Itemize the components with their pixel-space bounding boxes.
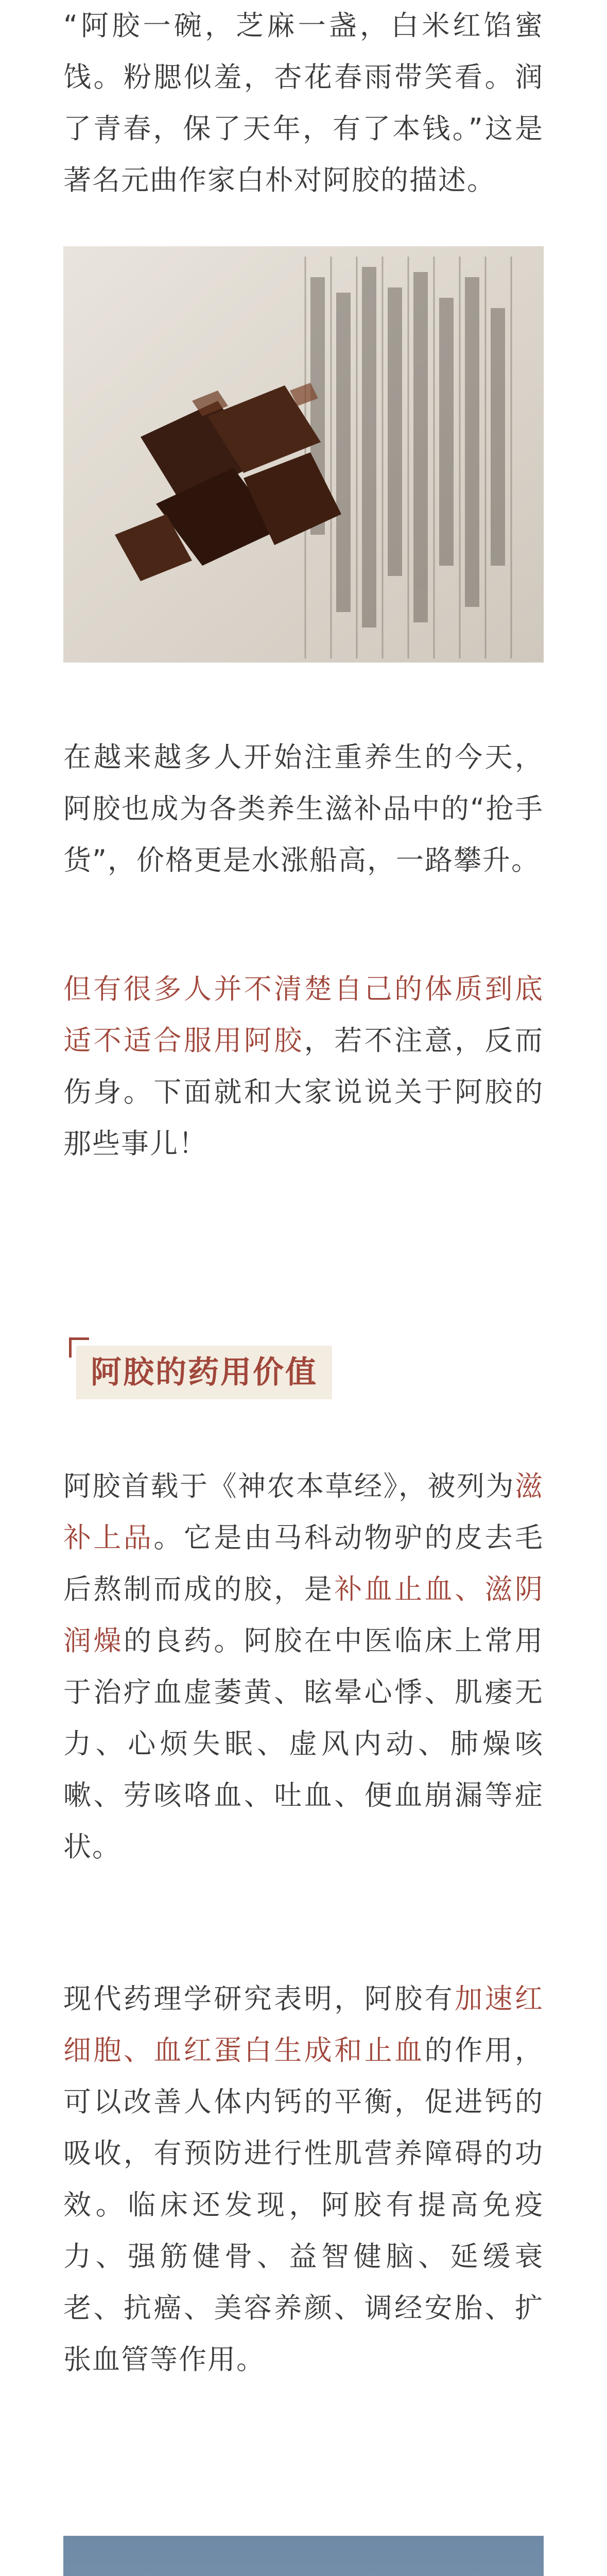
ejiao-blocks-on-book-image — [63, 246, 544, 663]
highlight-span: 补血止血、滋阴润燥 — [63, 1573, 544, 1657]
text-span: 的良药。阿胶在中医临床上常用于治疗血虚萎黄、眩晕心悸、肌痿无力、心烦失眠、虚风内动、肺燥咳嗽、劳咳咯血、吐血、便血崩漏等症状。 — [63, 1624, 544, 1863]
text-span: 的作用，可以改善人体内钙的平衡，促进钙的吸收，有预防进行性肌营养障碍的功效。临床还发现，阿胶有提高免疫力、强筋健骨、益智健脑、延缓衰老、抗癌、美容养颜、调经安胎、扩张血管等作用。 — [63, 2034, 544, 2376]
section-heading-medicinal-value — [76, 1346, 332, 1399]
heading-corner-decoration — [69, 1337, 89, 1358]
text-span: 现代药理学研究表明，阿胶有 — [63, 1982, 455, 2015]
section-title: 阿胶的药用价值 — [76, 1346, 332, 1399]
intro-paragraph-3-rest: ，若不注意，反而伤身。下面就和大家说说关于阿胶的那些事儿！ — [63, 1024, 544, 1160]
medicinal-value-paragraph-2 — [63, 1973, 544, 2385]
medicinal-value-paragraph-1 — [63, 1461, 544, 1873]
ejiao-tea-still-life-image — [63, 2536, 544, 2576]
intro-quote-paragraph: “阿胶一碗，芝麻一盏，白米红馅蜜饯。粉腮似羞，杏花春雨带笑看。润了青春，保了天年，有了本钱。”这是著名元曲作家白朴对阿胶的描述。 — [63, 9, 544, 196]
intro-paragraph-2: 在越来越多人开始注重养生的今天，阿胶也成为各类养生滋补品中的“抢手货”，价格更是水涨船高，一路攀升。 — [63, 741, 544, 876]
intro-highlight: 但有很多人并不清楚自己的体质到底适不适合服用阿胶 — [63, 973, 544, 1057]
intro-paragraph-3 — [63, 963, 544, 1170]
text-span: 。它是由马科动物驴的皮去毛后熬制而成的胶，是 — [63, 1521, 544, 1605]
highlight-span: 滋补上品 — [63, 1470, 544, 1554]
text-span: 阿胶首载于《神农本草经》，被列为 — [63, 1470, 515, 1502]
highlight-span: 加速红细胞、血红蛋白生成和止血 — [63, 1982, 544, 2066]
